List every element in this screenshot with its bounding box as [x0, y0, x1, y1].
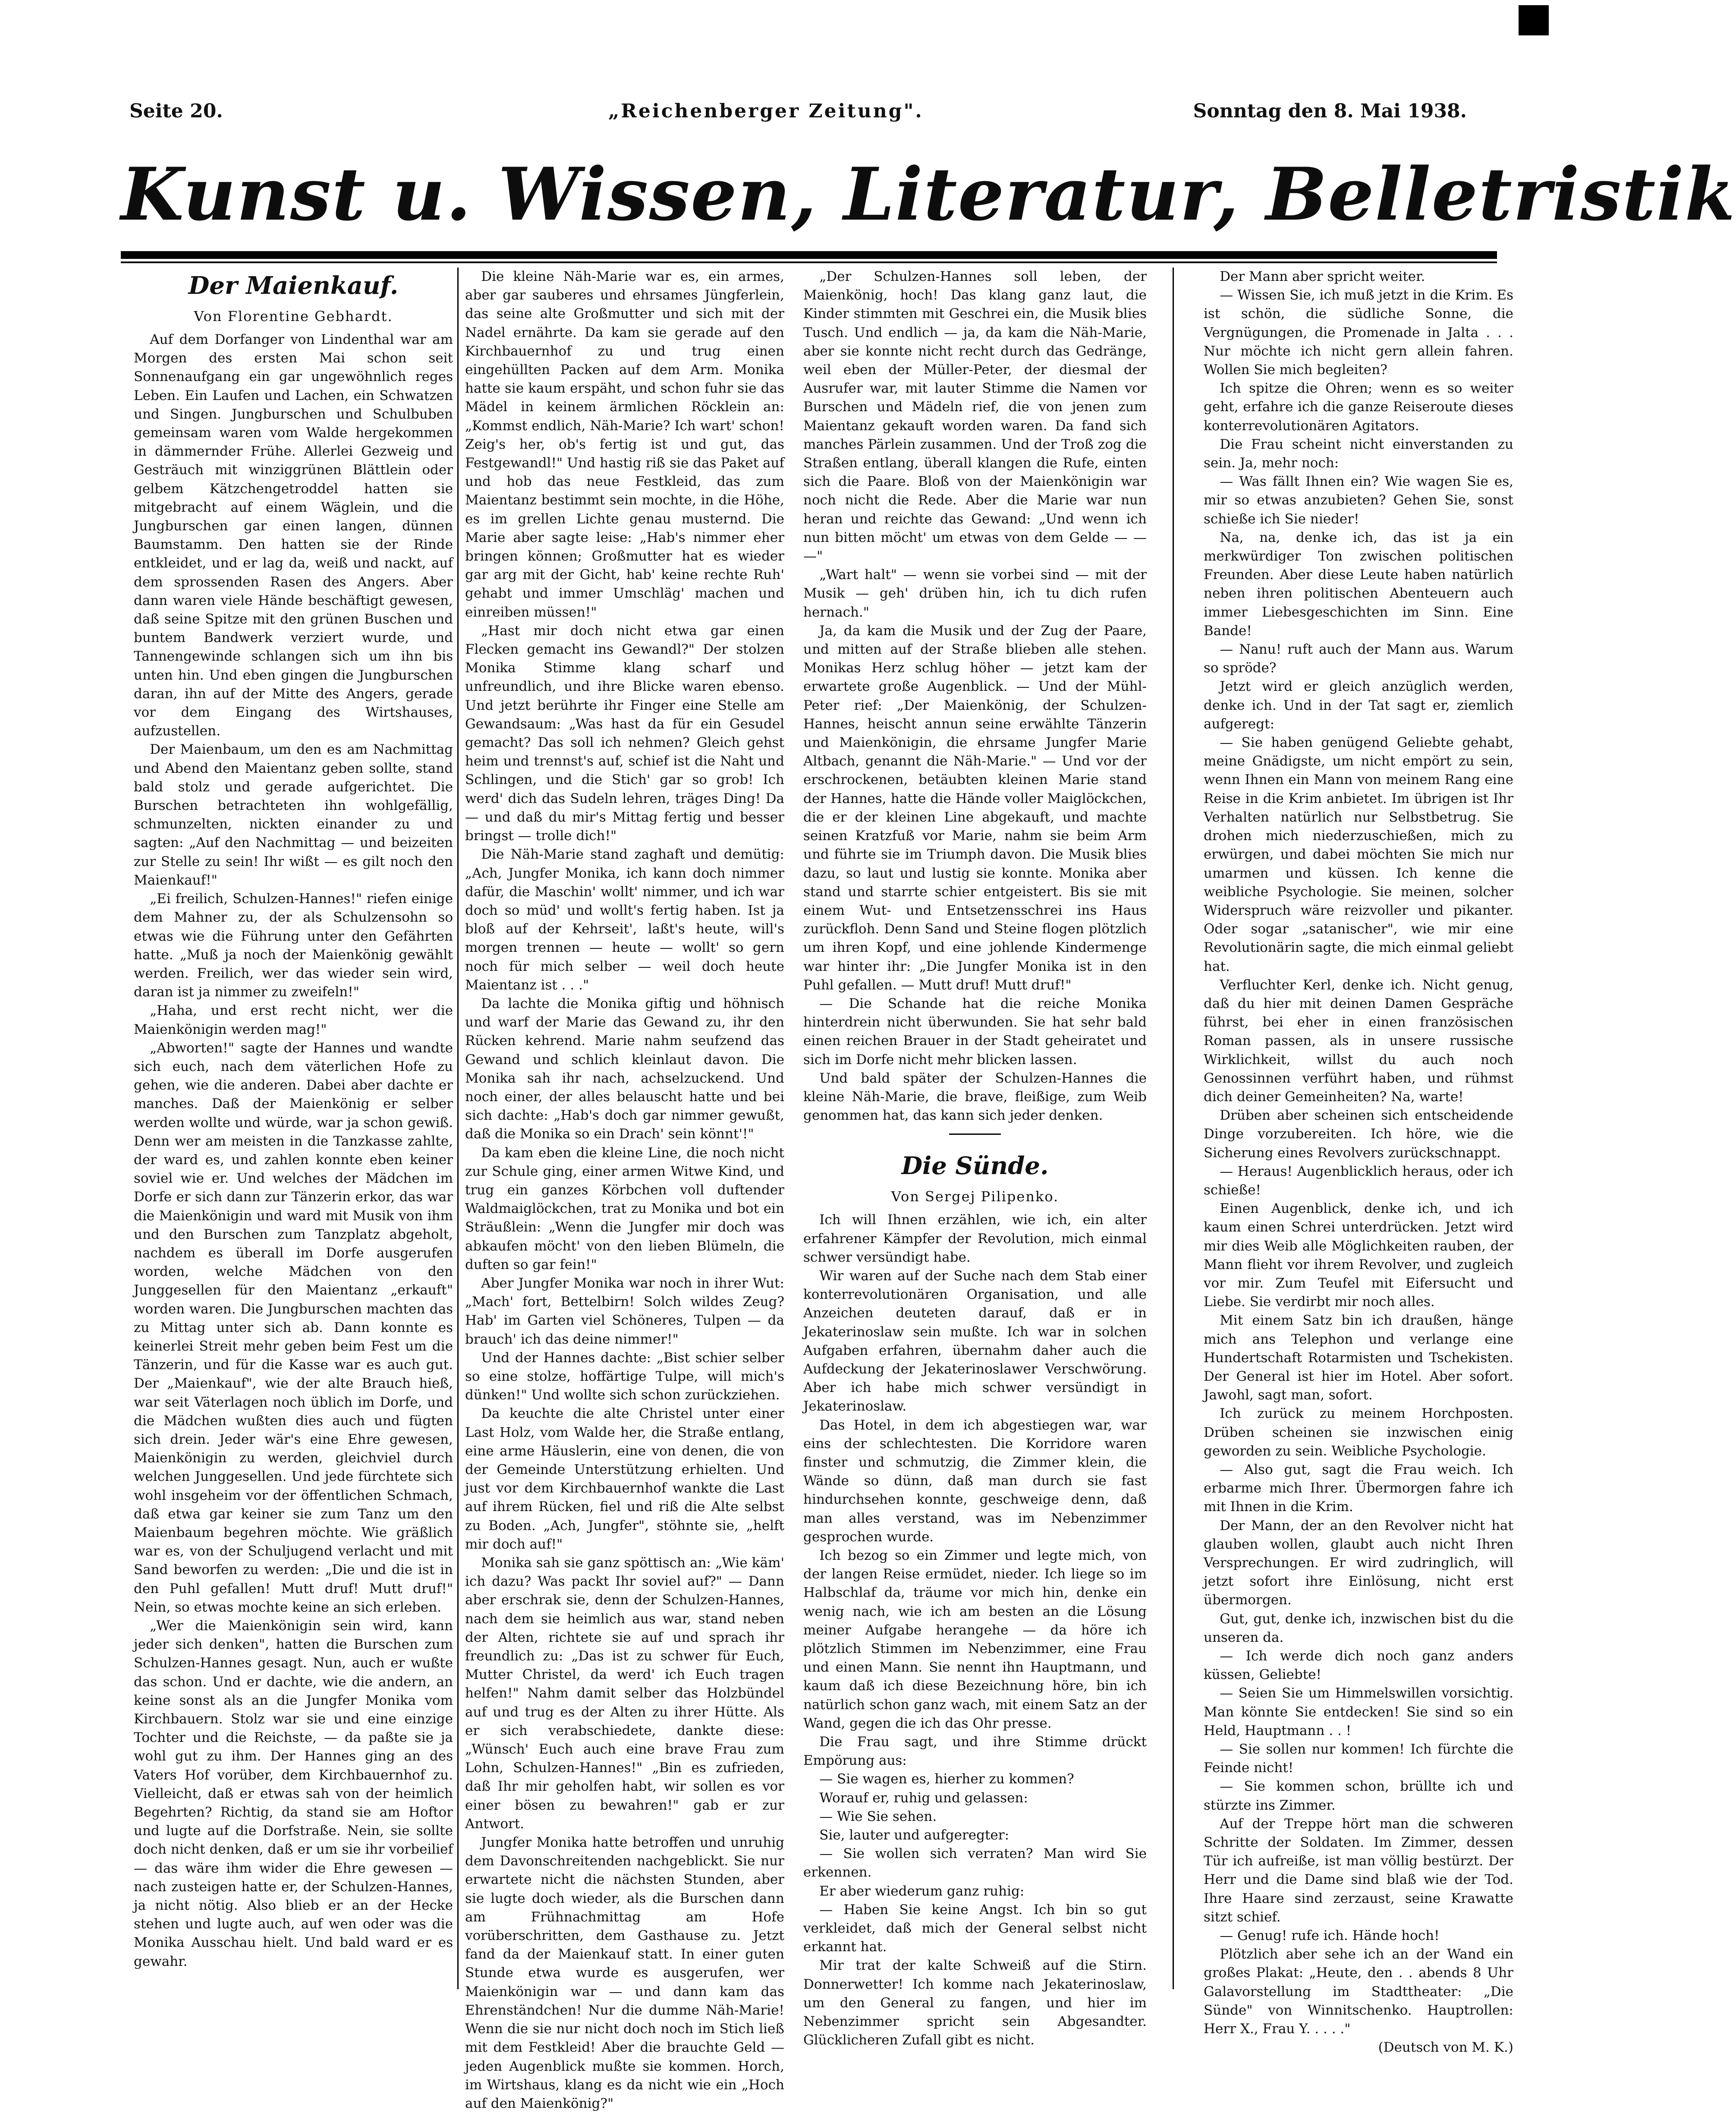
corner-registration-mark — [1519, 5, 1549, 35]
paragraph: — Haben Sie keine Angst. Ich bin so gut verkleidet, daß mich der General selbst nicht erkannt hat. — [803, 1902, 1147, 1955]
story-title: Der Maienkauf. — [188, 271, 399, 300]
paragraph: Sie, lauter und aufgeregter: — [819, 1827, 1010, 1843]
paragraph: Der Mann, der an den Revolver nicht hat glauben wollen, glaubt auch nicht Ihren Versprechungen. Er wird zudringlich, will jetzt sofort ihre Einlösung, nicht erst übermorgen. — [1204, 1518, 1513, 1608]
paragraph: Und der Hannes dachte: „Bist schier selber so eine stolze, hoffärtige Tulpe, will mich's dünken!" Und wollte sich schon zurückziehen. — [465, 1350, 784, 1403]
newspaper-name: „Reichenberger Zeitung". — [608, 100, 924, 122]
column-1 — [134, 268, 453, 2063]
paragraph: Das Hotel, in dem ich abgestiegen war, war eins der schlechtesten. Die Korridore waren finster und schmutzig, die Zimmer klein, die Wände so dünn, daß man durch sie fast hindurchsehen konnte, geschweige denn, daß man alles verstand, was im Nebenzimmer gesprochen wurde. — [803, 1417, 1147, 1545]
paragraph: — Was fällt Ihnen ein? Wie wagen Sie es, mir so etwas anzubieten? Gehen Sie, sonst schieße ich Sie nieder! — [1204, 474, 1513, 527]
paragraph: — Wissen Sie, ich muß jetzt in die Krim. Es ist schön, die südliche Sonne, die Vergnügungen, die Promenade in Jalta . . . Nur möchte ich nicht gern allein fahren. Wollen Sie mich begleiten? — [1204, 287, 1513, 378]
paragraph: Auf dem Dorfanger von Lindenthal war am Morgen des ersten Mai schon seit Sonnenaufgang ein gar ungewöhnlich reges Leben. Ein Laufen und Lachen, ein Schwatzen und Singen. Jungburschen und Schulbuben gemeinsam waren vom Walde hergekommen in dämmernder Frühe. Allerlei Gezweig und Gesträuch mit winziggrünen Blättlein oder gelbem Kätzchengetroddel hatten sie mitgebracht auf einem Wäglein, und die Jungburschen gar einen langen, dünnen Baumstamm. Den hatten sie der Rinde entkleidet, und er lag da, weiß und nackt, auf dem sprossenden Rasen des Angers. Aber dann waren viele Hände beschäftigt gewesen, daß seine Spitze mit den grünen Buschen und buntem Bandwerk verziert wurde, und Tannengewinde schlangen sich um ihn bis unten hin. Und eben gingen die Jungburschen daran, ihn auf der Mitte des Angers, gerade vor dem Eingang des Wirtshauses, aufzustellen. — [134, 332, 453, 739]
paragraph: — Seien Sie um Himmelswillen vorsichtig. Man könnte Sie entdecken! Sie sind so ein Held, Hauptmann . . ! — [1204, 1685, 1513, 1738]
paragraph: Jetzt wird er gleich anzüglich werden, denke ich. Und in der Tat sagt er, ziemlich aufgeregt: — [1204, 679, 1513, 732]
translator-credit: (Deutsch von M. K.) — [1378, 2040, 1513, 2056]
story-byline: Von Sergej Pilipenko. — [891, 1188, 1059, 1205]
paragraph: Die Näh-Marie stand zaghaft und demütig: „Ach, Jungfer Monika, ich kann doch nimmer dafür, die Maschin' wollt' nimmer, und ich war doch so müd' und wollt's fertig haben. Ist ja bloß auf der Kehrseit', laßt's heute, will's morgen trennen — heute — wollt' so gern noch für mich selber — weil doch heute Maientanz ist . . ." — [465, 847, 784, 993]
paragraph: Drüben aber scheinen sich entscheidende Dinge vorzubereiten. Ich höre, wie die Sicherung eines Revolvers zurückschnappt. — [1204, 1108, 1513, 1161]
column-divider — [457, 268, 459, 1989]
story-separator — [949, 1134, 1001, 1135]
paragraph: „Hast mir doch nicht etwa gar einen Flecken gemacht ins Gewandl?" Der stolzen Monika Stimme klang scharf und unfreundlich, und ihre Blicke waren ebenso. Und jetzt berührte ihr Finger eine Stelle am Gewandsaum: „Was hast da für ein Gesudel gemacht? Das soll ich nehmen? Gleich gehst heim und trennst's auf, schief ist die Naht und Schlingen, und die Stich' gar so grob! Ich werd' dich das Sudeln lehren, träges Ding! Da — und daß du mir's Mittag fertig und besser bringst — trolle dich!" — [465, 623, 784, 844]
column-divider — [1173, 268, 1174, 1989]
paragraph: Ich spitze die Ohren; wenn es so weiter geht, erfahre ich die ganze Reiseroute dieses konterrevolutionären Agitators. — [1204, 381, 1513, 434]
paragraph: „Der Schulzen-Hannes soll leben, der Maienkönig, hoch! Das klang ganz laut, die Kinder stimmten mit Geschrei ein, die Musik blies Tusch. Und endlich — ja, da kam die Näh-Marie, aber sie konnte nicht recht durch das Gedränge, weil eben der Müller-Peter, der diesmal der Ausrufer war, mit lauter Stimme die Namen vor Burschen und Mädeln rief, die von jenen zum Maientanz gekauft worden waren. Da fand sich manches Pärlein zusammen. Und der Troß zog die Straßen entlang, überall klangen die Rufe, einten sich die Paare. Bloß von der Maienkönigin war noch nicht die Rede. Aber die Marie war nun heran und reichte das Gewand: „Und wenn ich nun bitten möcht' um etwas von dem Gelde — — —" — [803, 269, 1147, 564]
page-header — [129, 100, 1467, 126]
paragraph: — Sie haben genügend Geliebte gehabt, meine Gnädigste, um nicht empört zu sein, wenn Ihnen ein Mann von meinem Rang eine Reise in die Krim anbietet. Im übrigen ist Ihr Verhalten natürlich nur Selbstbetrug. Sie drohen mich niederzuschießen, mich zu erwürgen, und dabei möchten Sie mich nur umarmen und küssen. Ich kenne die weibliche Psychologie. Sie meinen, solcher Widerspruch wäre reizvoller und pikanter. Oder sogar „satanischer", wie mir eine Revolutionärin sagte, die mich einmal geliebt hat. — [1204, 735, 1513, 974]
paragraph: Da kam eben die kleine Line, die noch nicht zur Schule ging, einer armen Witwe Kind, und trug ein ganzes Körbchen voll duftender Waldmaiglöckchen, trat zu Monika und bot ein Sträußlein: „Wenn die Jungfer mir doch was abkaufen möcht' von den lieben Blümeln, die duften so gar fein!" — [465, 1145, 784, 1272]
column-2 — [465, 268, 784, 2111]
column-4 — [1204, 268, 1513, 2063]
paragraph: Die kleine Näh-Marie war es, ein armes, aber gar sauberes und ehrsames Jüngferlein, das seine alte Großmutter und sich mit der Nadel ernährte. Da kam sie gerade auf den Kirchbauernhof zu und trug einen eingehüllten Packen auf dem Arm. Monika hatte sie kaum erspäht, und schon fuhr sie das Mädel in keinem ärmlichen Röcklein an: „Kommst endlich, Näh-Marie? Ich wart' schon! Zeig's her, ob's fertig ist und gut, das Festgewandl!" Und hastig riß sie das Paket auf und hob das neue Festkleid, das zum Maientanz bestimmt sein mochte, in die Höhe, es im grellen Lichte genau musternd. Die Marie aber sagte leise: „Hab's nimmer eher bringen können; Großmutter hat es wieder gar arg mit der Gicht, hab' keine rechte Ruh' gehabt und immer Umschläg' machen und einreiben müssen!" — [465, 269, 784, 620]
issue-date: Sonntag den 8. Mai 1938. — [1193, 100, 1467, 122]
story-title: Die Sünde. — [901, 1152, 1049, 1181]
paragraph: Auf der Treppe hört man die schweren Schritte der Soldaten. Im Zimmer, dessen Tür ich aufreiße, ist man völlig bestürzt. Der Herr und die Dame sind blaß wie der Tod. Ihre Haare sind zerzaust, seine Krawatte sitzt schief. — [1204, 1816, 1513, 1925]
paragraph: Da keuchte die alte Christel unter einer Last Holz, vom Walde her, die Straße entlang, eine arme Häuslerin, eine von denen, die von der Gemeinde Unterstützung erhielten. Und just vor dem Kirchbauernhof wankte die Last auf ihrem Rücken, fiel und riß die Alte selbst zu Boden. „Ach, Jungfer", stöhnte sie, „helft mir doch auf!" — [465, 1406, 784, 1552]
paragraph: Einen Augenblick, denke ich, und ich kaum einen Schrei unterdrücken. Jetzt wird mir dies Weib alle Möglichkeiten rauben, der Mann flieht vor ihrem Revolver, und zugleich vor mir. Zum Teufel mit Eifersucht und Liebe. Sie verdirbt mir noch alles. — [1204, 1201, 1513, 1310]
paragraph: Die Frau scheint nicht einverstanden zu sein. Ja, mehr noch: — [1204, 436, 1513, 471]
paragraph: „Wart halt" — wenn sie vorbei sind — mit der Musik — geh' drüben hin, ich tu dich rufen hernach." — [803, 567, 1147, 620]
paragraph: Da lachte die Monika giftig und höhnisch und warf der Marie das Gewand zu, ihr den Rücken kehrend. Marie nahm seufzend das Gewand und schlich kleinlaut davon. Die Monika sah ihr nach, achselzuckend. Und noch einer, der alles belauscht hatte und bei sich dachte: „Hab's doch gar nimmer gewußt, daß die Monika so ein Drach' sein könnt'!" — [465, 995, 784, 1142]
paragraph: — Also gut, sagt die Frau weich. Ich erbarme mich Ihrer. Übermorgen fahre ich mit Ihnen in die Krim. — [1204, 1462, 1513, 1515]
paragraph: Worauf er, ruhig und gelassen: — [819, 1790, 1028, 1806]
paragraph: — Nanu! ruft auch der Mann aus. Warum so spröde? — [1204, 642, 1513, 676]
paragraph: Der Maienbaum, um den es am Nachmittag und Abend den Maientanz geben sollte, stand bald stolz und gerade aufgerichtet. Die Burschen betrachteten ihn wohlgefällig, schmunzelten, nickten einander zu und sagten: „Auf den Nachmittag — und beizeiten zur Stelle zu sein! Ihr wißt — es gilt noch den Maienkauf!" — [134, 742, 453, 888]
story-byline: Von Florentine Gebhardt. — [194, 308, 393, 324]
section-banner: Kunst u. Wissen, Literatur, Belletristik — [121, 151, 1736, 237]
paragraph: Jungfer Monika hatte betroffen und unruhig dem Davonschreitenden nachgeblickt. Sie nur erwartete nicht die nächsten Stunden, aber sie lugte doch wieder, als die Burschen dann am Frühnachmittag am Hofe vorüberschritten, dem Gasthause zu. Jetzt fand da der Maienkauf statt. In einer guten Stunde etwa wurde es ausgerufen, wer Maienkönigin war — und dann kam das Ehrenständchen! Nur die dumme Näh-Marie! Wenn die sie nur nicht doch noch im Stich ließ mit dem Festkleid! Aber die brauchte Geld — jeden Augenblick mußte sie kommen. Horch, im Wirtshaus, klang es da nicht wie ein „Hoch auf den Maienkönig?" — [465, 1835, 784, 2111]
paragraph: Verfluchter Kerl, denke ich. Nicht genug, daß du hier mit deinen Damen Gespräche führst, bei eher in einen französischen Roman passen, als in unsere russische Wirklichkeit, willst du auch noch Genossinnen verführt haben, und rühmst dich deiner Gemeinheiten? Na, warte! — [1204, 977, 1513, 1105]
paragraph: Ich bezog so ein Zimmer und legte mich, von der langen Reise ermüdet, nieder. Ich liege so im Halbschlaf da, träume vor mich hin, denke ein wenig nach, wie ich am besten an die Lösung meiner Aufgabe herangehe — da höre ich plötzlich Stimmen im Nebenzimmer, eine Frau und einen Mann. Sie nennt ihn Hauptmann, und kaum daß ich diese Bezeichnung höre, bin ich natürlich schon ganz wach, mit einem Satz an der Wand, gegen die ich das Ohr presse. — [803, 1548, 1147, 1731]
paragraph: Monika sah sie ganz spöttisch an: „Wie käm' ich dazu? Was packt Ihr soviel auf?" — Dann aber erschrak sie, denn der Schulzen-Hannes, nach dem sie heimlich aus war, stand neben der Alten, richtete sie auf und sprach ihr freundlich zu: „Das ist zu schwer für Euch, Mutter Christel, da werd' ich Euch tragen helfen!" Nahm damit selber das Holzbündel auf und trug es der Alten zu ihrer Hütte. Als er sich verabschiedete, dankte diese: „Wünsch' Euch auch eine brave Frau zum Lohn, Schulzen-Hannes!" „Bin es zufrieden, daß Ihr mir geholfen habt, wir sollen es vor einer bösen zu bewahren!" gab er zur Antwort. — [465, 1555, 784, 1832]
paragraph: „Haha, und erst recht nicht, wer die Maienkönigin werden mag!" — [134, 1003, 453, 1037]
page-number: Seite 20. — [129, 100, 223, 122]
paragraph: Ich will Ihnen erzählen, wie ich, ein alter erfahrener Kämpfer der Revolution, mich einmal schwer versündigt habe. — [803, 1212, 1147, 1265]
banner-rule — [121, 251, 1497, 259]
paragraph: Aber Jungfer Monika war noch in ihrer Wut: „Mach' fort, Bettelbirn! Solch wildes Zeug? Hab' im Garten viel Schöneres, Tulpen — da brauch' ich das deine nimmer!" — [465, 1275, 784, 1347]
paragraph: „Abworten!" sagte der Hannes und wandte sich euch, nach dem väterlichen Hofe zu gehen, wie die anderen. Dabei aber dachte er manches. Daß der Maienkönig er selber werden wollte und würde, war ja schon gewiß. Denn wer am meisten in die Tanzkasse zahlte, der ward es, und zahlen konnte eben keiner soviel wie er. Und welches der Mädchen im Dorfe er sich dann zur Tänzerin erkor, das war die Maienkönigin und ward mit Musik von ihm und den Burschen zum Tanzplatz abgeholt, nachdem es überall im Dorfe ausgerufen worden, welche Mädchen von den Junggesellen für den Maientanz „erkauft" worden waren. Die Jungburschen machten das zu Mittag unter sich ab. Dann konnte es keinerlei Streit mehr geben beim Fest um die Tänzerin, und für die Kasse war es auch gut. Der „Maienkauf", wie der alte Brauch hieß, war seit Väterlagen noch üblich im Dorfe, und die Mädchen wußten dies auch und fügten sich drein. Jeder wär's eine Ehre gewesen, Maienkönigin zu werden, gleichviel durch welchen Junggesellen. Und jede fürchtete sich wohl insgeheim vor der öffentlichen Schmach, daß etwa gar keiner sie zum Tanz um den Maienbaum begehren möchte. Wie gräßlich war es, von der Schuljugend verlacht und mit Sand beworfen zu werden: „Die und die ist in den Puhl gefallen! Mutt druf! Mutt druf!" Nein, so etwas mochte keine an sich erleben. — [134, 1040, 453, 1615]
paragraph: — Ich werde dich noch ganz anders küssen, Geliebte! — [1204, 1648, 1513, 1683]
paragraph: — Sie wollen sich verraten? Man wird Sie erkennen. — [803, 1846, 1147, 1880]
paragraph: Und bald später der Schulzen-Hannes die kleine Näh-Marie, die brave, fleißige, zum Weib genommen hat, das kann sich jeder denken. — [803, 1070, 1147, 1124]
paragraph: Ja, da kam die Musik und der Zug der Paare, und mitten auf der Straße blieben alle stehen. Monikas Herz schlug höher — jetzt kam der erwartete große Augenblick. — Und der Mühl-Peter rief: „Der Maienkönig, der Schulzen-Hannes, heischt annun seine erwählte Tänzerin und Maienkönigin, die ehrsame Jungfer Marie Altbach, genannt die Näh-Marie." — Und vor der erschrockenen, betäubten kleinen Marie stand der Hannes, hatte die Hände voller Maiglöckchen, die er der kleinen Line abgekauft, und machte seinen Kratzfuß vor Marie, nahm sie beim Arm und führte sie im Triumph davon. Die Musik blies dazu, so laut und lustig sie konnte. Monika aber stand und starrte schier entgeistert. Bis sie mit einem Wut- und Entsetzensschrei ins Haus zurückfloh. Denn Sand und Steine flogen plötzlich um ihren Kopf, und eine johlende Kindermenge war hinter ihr: „Die Jungfer Monika ist in den Puhl gefallen. — Mutt druf! Mutt druf!" — [803, 623, 1147, 993]
paragraph: Die Frau sagt, und ihre Stimme drückt Empörung aus: — [803, 1734, 1147, 1769]
column-3 — [803, 268, 1147, 2063]
paragraph: — Die Schande hat die reiche Monika hinterdrein nicht überwunden. Sie hat sehr bald einen reichen Brauer in der Stadt geheiratet und sich im Dorfe nicht mehr blicken lassen. — [803, 995, 1147, 1068]
paragraph: — Heraus! Augenblicklich heraus, oder ich schieße! — [1204, 1163, 1513, 1198]
paragraph: Plötzlich aber sehe ich an der Wand ein großes Plakat: „Heute, den . . abends 8 Uhr Galavorstellung im Stadttheater: „Die Sünde" von Winnitschenko. Hauptrollen: Herr X., Frau Y. . . . ." — [1204, 1946, 1513, 2037]
paragraph: „Wer die Maienkönigin sein wird, kann jeder sich denken", hatten die Burschen zum Schulzen-Hannes gesagt. Nun, auch er wußte das schon. Und er dachte, wie die andern, an keine sonst als an die Jungfer Monika vom Kirchbauern. Stolz war sie und eine einzige Tochter und die Reichste, — da paßte sie ja wohl gut zu ihm. Der Hannes ging an des Vaters Hof vorüber, dem Kirchbauernhof zu. Vielleicht, daß er etwas sah von der heimlich Begehrten? Richtig, da stand sie am Hoftor und lugte auf die Dorfstraße. Nein, sie sollte doch nicht denken, daß er um sie ihr vorbeilief — das wäre ihm wider die Ehre gewesen — nach zusteigen hatte er, der Schulzen-Hannes, ja nicht nötig. Also blieb er an der Hecke stehen und lugte auch, auf wen oder was die Monika Ausschau hielt. Und bald ward er es gewahr. — [134, 1618, 453, 1969]
paragraph: — Wie Sie sehen. — [819, 1808, 937, 1824]
paragraph: „Ei freilich, Schulzen-Hannes!" riefen einige dem Mahner zu, der als Schulzensohn so etwas wie die Führung unter den Gefährten hatte. „Muß ja noch der Maienkönig gewählt werden. Freilich, wer das wieder sein wird, daran ist ja nimmer zu zweifeln!" — [134, 891, 453, 1000]
paragraph: — Genug! rufe ich. Hände hoch! — [1220, 1928, 1440, 1944]
paragraph: Wir waren auf der Suche nach dem Stab einer konterrevolutionären Organisation, und alle Anzeichen deuteten darauf, daß er in Jekaterinoslaw sein mußte. Ich war in solchen Aufgaben erfahren, übernahm daher auch die Aufdeckung der Jekaterinoslawer Verschwörung. Aber ich habe mich schwer versündigt in Jekaterinoslaw. — [803, 1268, 1147, 1414]
paragraph: Ich zurück zu meinem Horchposten. Drüben scheinen sie inzwischen einig geworden zu sein. Weibliche Psychologie. — [1204, 1406, 1513, 1459]
paragraph: — Sie sollen nur kommen! Ich fürchte die Feinde nicht! — [1204, 1741, 1513, 1776]
banner-rule-thin — [121, 261, 1497, 263]
paragraph: — Sie kommen schon, brüllte ich und stürzte ins Zimmer. — [1204, 1779, 1513, 1813]
paragraph: Gut, gut, denke ich, inzwischen bist du die unseren da. — [1204, 1611, 1513, 1645]
paragraph: Mit einem Satz bin ich draußen, hänge mich ans Telephon und verlange eine Hundertschaft Rotarmisten und Tschekisten. Der General ist hier im Hotel. Aber sofort. Jawohl, sagt man, sofort. — [1204, 1313, 1513, 1403]
paragraph: Der Mann aber spricht weiter. — [1220, 269, 1425, 284]
paragraph: Mir trat der kalte Schweiß auf die Stirn. Donnerwetter! Ich komme nach Jekaterinoslaw, um den General zu fangen, und hier im Nebenzimmer spricht sein Abgesandter. Glücklicheren Zufall gibt es nicht. — [803, 1958, 1147, 2048]
paragraph: — Sie wagen es, hierher zu kommen? — [819, 1771, 1074, 1787]
paragraph: Er aber wiederum ganz ruhig: — [819, 1883, 1025, 1899]
paragraph: Na, na, denke ich, das ist ja ein merkwürdiger Ton zwischen politischen Freunden. Aber diese Leute haben natürlich neben ihren politischen Abenteuern auch immer Liebesgeschichten im Sinn. Eine Bande! — [1204, 529, 1513, 639]
